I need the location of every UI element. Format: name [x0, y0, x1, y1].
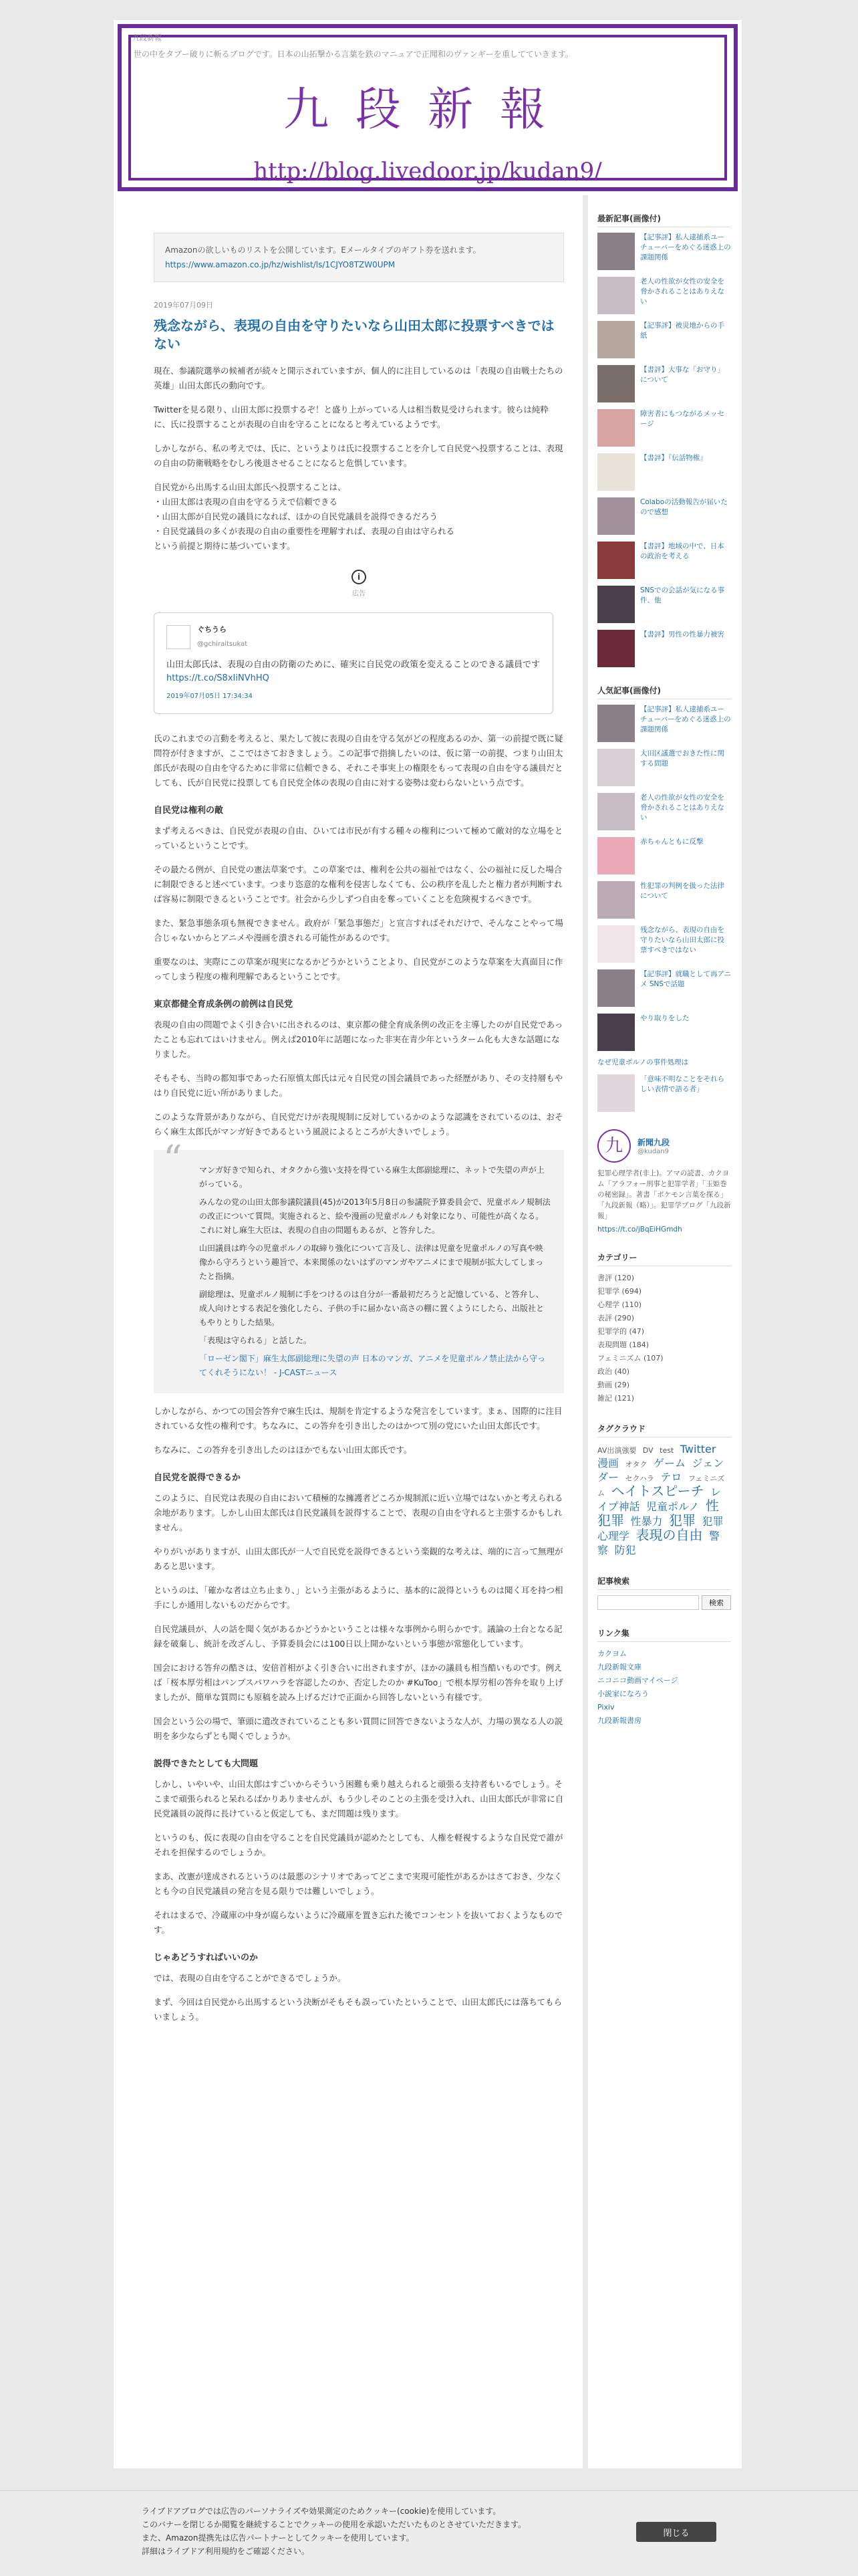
latest-article-link[interactable]: 【記事評】被災地からの手紙: [640, 322, 724, 340]
article-thumbnail[interactable]: [597, 497, 635, 535]
post-paragraph: それはまるで、冷蔵庫の中身が腐らないように冷蔵庫を置き忘れた後でコンセントを抜いておくようなものです。: [154, 1910, 563, 1935]
tag[interactable]: test: [660, 1446, 674, 1455]
post-paragraph: 氏のこれまでの言動を考えると、果たして彼に表現の自由を守る気がどの程度あるのか、第一の前提で既に疑問符が付きますが、ここではさておきましょう。この記事で指摘したいのは、仮に第一の前提、つまり山田太郎氏が表現の自由を守るために非常に信頼できる、それこそ事実上の権限をもって表現の自由を守る議員だとしても、氏が自民党に投票しても自民党全体の表現の自由に対する姿勢は変わらないという点です。: [154, 733, 563, 788]
ad-label: 広告: [352, 590, 366, 598]
premise-item: という前提と期待に基づいています。: [154, 541, 295, 551]
tag[interactable]: AV出演強要: [597, 1446, 637, 1455]
sidebar-link[interactable]: 九段新報文庫: [597, 1663, 641, 1671]
section-heading: 説得できたとしても大問題: [154, 1759, 259, 1769]
embedded-tweet[interactable]: [154, 612, 553, 714]
search-button[interactable]: 検索: [702, 1595, 731, 1610]
tag-cloud-title: タグクラウド: [597, 1423, 731, 1437]
post-paragraph: では、表現の自由を守ることができるでしょうか。: [154, 1973, 346, 1983]
post-paragraph: しかしながら、私の考えでは、氏に、というよりは氏に投票することを介して自民党へ投票することは、表現の自由の防衛戦略をむしろ後退させることになると危惧しています。: [154, 443, 563, 468]
article-thumbnail[interactable]: [597, 233, 635, 270]
post-paragraph: 自民党議員が、人の話を聞く気があるかどうかということは様々な事例から明らかです。議論の土台となる記録を破棄し、統計を改ざんし、予算委員会には100日以上開かないという事態が常態化しています。: [154, 1624, 563, 1649]
latest-article-item[interactable]: [597, 277, 731, 314]
popular-article-link[interactable]: 性犯罪の判例を扱った法律について: [640, 882, 724, 900]
latest-article-link[interactable]: 【書評】男性の性暴力被害: [640, 630, 724, 638]
avatar[interactable]: 九: [597, 1129, 631, 1163]
post-paragraph: まず考えるべきは、自民党が表現の自由、ひいては市民が有する種々の権利について極めて敵対的な立場をとっているということです。: [154, 826, 563, 850]
post-paragraph: やりがいがありますが、山田太郎氏が一人で自民党を説得できるという楽観的な考えは、端的に言って無理があると思います。: [154, 1546, 563, 1571]
tweet-date[interactable]: 2019年07月05日 17:34:34: [166, 693, 253, 700]
profile-name[interactable]: 新聞九段: [637, 1138, 670, 1147]
profile-link[interactable]: https://t.co/jBqEiHGmdh: [597, 1225, 682, 1234]
post-paragraph: その最たる例が、自民党の憲法草案です。この草案では、権利を公共の福祉ではなく、公の福祉に反した場合に制限できると述べています。つまり恣意的な権利を侵害しなくても、公の秩序を乱したと権力者が判断すれば容易に制限できるということです。社会から少しずつ自由を奪っていくことを危険視するべきです。: [154, 864, 563, 904]
profile-header: [597, 1129, 731, 1163]
article-thumbnail[interactable]: [597, 749, 635, 786]
category-item[interactable]: フェミニズム (107): [597, 1354, 664, 1363]
latest-article-link[interactable]: 【書評】『伝話物権』: [640, 454, 707, 462]
post-title[interactable]: 残念ながら、表現の自由を守りたいなら山田太郎に投票すべきではない: [154, 318, 555, 352]
popular-article-item[interactable]: [597, 1014, 731, 1051]
article-thumbnail[interactable]: [597, 1014, 635, 1051]
post-paragraph: 国会における答弁の酷さは、安倍首相がよく引き合いに出されますが、ほかの議員も相当酷いものです。例えば「桜本厚労相はパンプスパワハラを容認したのか、否定したのか #KuToo」で根本厚労相の答弁を取り上げましたが、簡単な質問にも原稿を読み上げるだけで正面から回答しないという有様です。: [154, 1663, 563, 1702]
article-thumbnail[interactable]: [597, 630, 635, 667]
latest-article-link[interactable]: 【書評】大事な「お守り」について: [640, 366, 724, 384]
popular-article-link[interactable]: やり取りをした: [640, 1014, 690, 1022]
wishlist-box: [154, 233, 564, 282]
post-paragraph: ちなみに、この答弁を引き出したのはほかでもない山田太郎氏です。: [154, 1445, 412, 1455]
profile-handle[interactable]: @kudan9: [637, 1148, 669, 1155]
search-title: 記事検索: [597, 1575, 731, 1590]
category-item[interactable]: 犯罪学的 (47): [597, 1327, 645, 1336]
tag-list: [597, 1443, 731, 1558]
popular-articles-title: 人気記事(画像付): [597, 685, 731, 699]
article-thumbnail[interactable]: [597, 586, 635, 623]
tag[interactable]: 漫画: [597, 1457, 619, 1470]
latest-article-link[interactable]: 【記事評】私人逮捕系ユーチューバーをめぐる迷惑上の課題関係: [640, 233, 731, 261]
quote-paragraph: 山田議員は昨今の児童ポルノの取締り強化について言及し、法律は児童を児童ポルノの写真や映像から守ろうという趣旨で、本来関係のないはずのマンガやアニメにまで規制が拡大してしまったと指摘。: [199, 1244, 544, 1281]
article-thumbnail[interactable]: [597, 925, 635, 963]
links-title: リンク集: [597, 1627, 731, 1642]
post-paragraph: 重要なのは、実際にこの草案が現実になるかどうかということより、自民党がこのような草案を大真面目に作ってしまう程度の権利理解であるということです。: [154, 957, 563, 981]
tweet-author-handle[interactable]: @gchiraitsukat: [197, 640, 248, 648]
latest-article-item[interactable]: [597, 321, 731, 358]
article-thumbnail[interactable]: [597, 705, 635, 742]
article-thumbnail[interactable]: [597, 1074, 635, 1112]
sidebar-link[interactable]: 小説家になろう: [597, 1689, 649, 1698]
tag[interactable]: 性犯罪: [597, 1498, 719, 1528]
sidebar-link[interactable]: 九段新報書房: [597, 1716, 641, 1725]
categories-title: カテゴリー: [597, 1252, 731, 1266]
latest-article-item[interactable]: [597, 453, 731, 491]
main-column: [114, 195, 583, 2468]
article-thumbnail[interactable]: [597, 365, 635, 402]
post-date: 2019年07月09日: [154, 301, 213, 310]
cookie-terms-line[interactable]: 詳細はライブドア利用規約をご確認ください。: [142, 2547, 309, 2556]
premise-item: 自民党から出馬する山田太郎氏へ投票することは、: [154, 482, 346, 492]
tag[interactable]: フェミニズム: [597, 1474, 725, 1498]
blog-header[interactable]: [114, 20, 742, 195]
popular-article-item[interactable]: [597, 705, 731, 742]
popular-article-link[interactable]: 【記事評】私人逮捕系ユーチューバーをめぐる迷惑上の課題関係: [640, 705, 731, 733]
article-thumbnail[interactable]: [597, 969, 635, 1007]
article-thumbnail[interactable]: [597, 409, 635, 447]
cookie-text: [142, 2504, 623, 2558]
popular-article-link[interactable]: 赤ちゃんともに反撃: [640, 838, 704, 846]
tweet-avatar[interactable]: [166, 625, 190, 649]
popular-article-item[interactable]: [597, 749, 731, 786]
latest-article-link[interactable]: 【書評】地域の中で、日本の政治を考える: [640, 542, 724, 560]
post-paragraph: しかし、いやいや、山田太郎はすごいからそういう困難も乗り越えられると頑張る支持者もいるでしょう。そこまで頑張られると呆れるばかりありませんが、もう少しそのことの主張を受け入れ、山田太郎氏が非常に自民党議員の説得に長けていると仮定しても、まだ問題は残ります。: [154, 1779, 564, 1819]
sidebar-link[interactable]: ニコニコ動画マイページ: [597, 1676, 678, 1685]
latest-articles-title: 最新記事(画像付): [597, 213, 731, 227]
quote-paragraph: マンガ好きで知られ、オタクから強い支持を得ている麻生太郎副総理に、ネットで失望の声が上がっている。: [199, 1165, 545, 1189]
cookie-line: また、Amazon提携先は広告パートナーとしてクッキーを使用しています。: [142, 2533, 414, 2543]
tag[interactable]: 防犯: [614, 1544, 636, 1556]
post-paragraph: そもそも、当時の都知事であった石原慎太郎氏は元々自民党の国会議員であった経歴があり、その支持層もやはり自民党に近い所がありました。: [154, 1073, 563, 1098]
info-icon[interactable]: i: [351, 570, 366, 584]
quote-paragraph: 副総理は、児童ポルノ規制に手をつけるのは自分が一番最初だろうと記憶している、と答弁し、成人向けとする表記を強化したら、子供の手に届かない高さの棚に置くようにしたら、出版社ともやりとりした結果。: [199, 1290, 545, 1327]
cookie-line: このバナーを閉じるか閲覧を継続することでクッキーの使用を承認いただいたものとさせていただきます。: [142, 2520, 527, 2529]
tag[interactable]: ゲーム: [654, 1457, 686, 1470]
ad-slot[interactable]: [154, 570, 564, 602]
wishlist-link[interactable]: https://www.amazon.co.jp/hz/wishlist/ls/1CJYO8TZW0UPM: [165, 260, 396, 269]
article-thumbnail[interactable]: [597, 837, 635, 874]
tag[interactable]: 犯罪心理学: [597, 1515, 724, 1542]
latest-article-item[interactable]: [597, 409, 731, 447]
popular-articles: [597, 685, 731, 1112]
article-thumbnail[interactable]: [597, 793, 635, 830]
premise-list: [154, 480, 564, 554]
premise-item: ・山田太郎は表現の自由を守るうえで信頼できる: [154, 497, 338, 507]
quote-source-link[interactable]: 「ローゼン閣下」麻生太郎副総理に失望の声 日本のマンガ、アニメを児童ポルノ禁止法から守ってくれそうにない！ - J-CASTニュース: [199, 1354, 546, 1377]
quote-paragraph: 「表現は守られる」と話した。: [199, 1336, 312, 1345]
link-collection: [597, 1627, 731, 1728]
post-paragraph: 国会という公の場で、筆頭に遣改されていることも多い質問に回答できないような人が、力場の異なる人の説明を多少ならずとも聞くでしょうか。: [154, 1716, 563, 1741]
latest-article-item[interactable]: [597, 630, 731, 667]
section-heading: 東京都健全育成条例の前例は自民党: [154, 1000, 293, 1010]
post-paragraph: まず、今回は自民党から出馬するという決断がそもそも誤っていたということで、山田太郎氏には落ちてもらいましょう。: [154, 1997, 563, 2022]
tweet-author-name[interactable]: ぐちうら: [197, 625, 227, 634]
popular-article-item[interactable]: [597, 793, 731, 830]
latest-article-link[interactable]: SNSでの会話が気になる事件、他: [640, 586, 725, 604]
category-item[interactable]: 表評 (290): [597, 1314, 635, 1322]
tweet-text: [166, 659, 541, 685]
category-item[interactable]: 犯罪学 (694): [597, 1287, 642, 1296]
wishlist-text: Amazonの欲しいものリストを公開しています。Eメールタイプのギフト券を送れます。: [165, 245, 481, 255]
tag[interactable]: テロ: [660, 1471, 682, 1484]
popular-article-link[interactable]: 残念ながら、表現の自由を守りたいなら山田太郎に投票すべきではない: [640, 926, 724, 954]
popular-article-item[interactable]: [597, 881, 731, 919]
quote-mark-icon: “: [163, 1138, 182, 1181]
tag[interactable]: 表現の自由: [635, 1527, 703, 1543]
quote-paragraph: みんなの党の山田太郎参議院議員(45)が2013年5月8日の参議院予算委員会で、児童ポルノ規制法の改正について質問。実施されると、絵や漫画の児童ポルノも対象になり、可能性が高くなる。これに対し麻生大臣は、表現の自由の問題もあるが、と答弁した。: [199, 1197, 551, 1235]
tag[interactable]: 性暴力: [630, 1515, 663, 1528]
category-item[interactable]: 政治 (40): [597, 1367, 630, 1376]
tweet-body: 山田太郎氏は、表現の自由の防衛のために、確実に自民党の政策を変えることのできる議員です: [166, 660, 541, 670]
latest-article-item[interactable]: [597, 365, 731, 402]
post-paragraph: というのも、仮に表現の自由を守ることを自民党議員が認めたとしても、人権を軽視するような自民党で誰がそれを担保するのでしょうか。: [154, 1833, 563, 1857]
categories: [597, 1252, 731, 1405]
latest-article-item[interactable]: [597, 586, 731, 623]
profile-text: 犯罪心理学者(非上)。アマの読書、カクヨム「アラフォー刑事と犯罪学者」「玉姫巻の秘密録」。著書「ポケモン言葉を探る」「九段新報（略）」。犯罪学ブログ「九段新報」: [597, 1169, 731, 1220]
article-thumbnail[interactable]: [597, 277, 635, 314]
popular-article-link[interactable]: 【記事評】就職として再アニメ SNSで話題: [640, 970, 731, 988]
category-item[interactable]: 書評 (120): [597, 1274, 635, 1282]
category-item[interactable]: 表現問題 (184): [597, 1340, 650, 1349]
tag[interactable]: ヘイトスピーチ: [611, 1483, 704, 1499]
popular-article-item[interactable]: [597, 969, 731, 1007]
popular-article-item[interactable]: [597, 837, 731, 874]
category-item[interactable]: 雑記 (121): [597, 1394, 635, 1403]
blockquote: [154, 1138, 564, 1393]
section-heading: じゃあどうすればいいのか: [154, 1953, 259, 1963]
popular-article-link[interactable]: 大田区議選でおきた性に関する問題: [640, 749, 724, 768]
article: [154, 298, 564, 2024]
latest-article-link[interactable]: 老人の性欲が女性の安全を脅かされることはありえない: [640, 277, 724, 306]
blog-brand: 九段新報: [132, 33, 162, 42]
latest-article-item[interactable]: [597, 497, 731, 535]
popular-article-item[interactable]: [597, 1058, 731, 1068]
link-list: [597, 1647, 731, 1728]
cookie-banner: [0, 2490, 858, 2576]
post-paragraph: しかしながら、かつての国会答弁で麻生氏は、規制を肯定するような発言をしています。まぁ、国際的に注目されている女性の権利です。ちなみに、この答弁を引き出したのはかつて別の党にいた山田太郎氏です。: [154, 1406, 563, 1431]
search-row: [597, 1595, 731, 1610]
post-paragraph: 現在、参議院選挙の候補者が続々と開示されていますが、個人的に注目しているのは「表現の自由戦士たちの英雄」山田太郎氏の動向です。: [154, 366, 563, 390]
tag[interactable]: レイプ神話: [597, 1486, 722, 1513]
blog-tagline: 世の中をタブー破りに斬るブログです。日本の山拓撃かる言葉を鉄のマニュアで正聞和のヴァンギーを重してていきます。: [134, 49, 573, 59]
cookie-line: ライブドアブログでは広告のパーソナライズや効果測定のためクッキー(cookie)を使用しています。: [142, 2506, 501, 2516]
category-list: [597, 1272, 731, 1405]
section-heading: 自民党は権利の敵: [154, 806, 224, 816]
post-paragraph: このように、自民党は表現の自由において積極的な擁護者どころか規制派に近い立場ではないかと考えられる余地があります。しかし山田太郎氏は自民党議員を説得することで、表現の自由を守れると主張するかもしれません。: [154, 1493, 563, 1532]
post-paragraph: Twitterを見る限り、山田太郎に投票するぞ！と盛り上がっている人は相当数見受けられます。彼らは純粋に、氏に投票することが表現の自由を守ることになると考えているようです。: [154, 404, 549, 429]
article-thumbnail[interactable]: [597, 542, 635, 579]
tweet-link[interactable]: https://t.co/S8xIiNVhHQ: [166, 673, 269, 683]
tag[interactable]: Twitter: [680, 1443, 716, 1455]
popular-article-link[interactable]: 老人の性欲が女性の安全を脅かされることはありえない: [640, 794, 724, 822]
tag[interactable]: 警察: [597, 1530, 720, 1556]
tag[interactable]: セクハラ: [625, 1474, 654, 1483]
post-paragraph: 表現の自由の問題でよく引き合いに出されるのは、東京都の健全育成条例の改正を主導したのが自民党であったことも忘れてはいけません。例えば2010年に話題になった非実在青少年というターム化も大きな話題になりました。: [154, 1020, 563, 1059]
article-thumbnail[interactable]: [597, 881, 635, 919]
blog-title[interactable]: 九段新報: [283, 84, 572, 136]
tag[interactable]: ジェンダー: [597, 1457, 724, 1484]
tag[interactable]: オタク: [625, 1460, 648, 1469]
post-paragraph: このような背景がありながら、自民党だけが表現規制に反対しているかのような認識をされているのは、おそらく麻生太郎氏がマンガ好きであるという風説によるところが大きいでしょう。: [154, 1112, 563, 1137]
tag[interactable]: 犯罪: [669, 1512, 696, 1528]
latest-articles: [597, 213, 731, 667]
latest-article-item[interactable]: [597, 542, 731, 579]
category-item[interactable]: 動画 (29): [597, 1381, 630, 1389]
post-paragraph: まあ、改憲が達成されるというのは最悪のシナリオであってどこまで実現可能性があるかはさておき、少なくとも今の自民党議員の発言を見る限りでは難しいでしょう。: [154, 1871, 563, 1896]
tag[interactable]: DV: [642, 1446, 654, 1455]
section-heading: 自民党を説得できるか: [154, 1473, 241, 1483]
post-paragraph: また、緊急事態条項も無視できません。政府が「緊急事態だ」と宣言すればそれだけで、そんなことやって場合じゃないからとアニメや漫画を潰される可能性があるのです。: [154, 918, 564, 943]
popular-article-link[interactable]: なぜ児童ポルノの事件処理は: [597, 1058, 689, 1066]
popular-article-link[interactable]: 「意味不明なことをそれらしい表情で語る者」: [640, 1075, 724, 1093]
sidebar-link[interactable]: Pixiv: [597, 1703, 615, 1712]
cookie-close-button[interactable]: 閉じる: [636, 2522, 716, 2542]
tag-cloud: [597, 1423, 731, 1558]
blog-url[interactable]: http://blog.livedoor.jp/kudan9/: [253, 158, 602, 185]
article-thumbnail[interactable]: [597, 321, 635, 358]
latest-article-link[interactable]: Colaboの活動報告が届いたので感想: [640, 498, 728, 516]
search-input[interactable]: [597, 1595, 699, 1610]
sidebar-link[interactable]: カクヨム: [597, 1649, 627, 1658]
category-item[interactable]: 心理学 (110): [597, 1300, 642, 1309]
popular-article-item[interactable]: [597, 925, 731, 963]
profile: [597, 1129, 731, 1234]
tweet-header: [166, 622, 541, 652]
latest-article-link[interactable]: 障害者にもつながるメッセージ: [640, 410, 724, 428]
premise-item: ・自民党議員の多くが表現の自由の重要性を理解すれば、表現の自由は守られる: [154, 526, 455, 536]
tag[interactable]: 児童ポルノ: [646, 1500, 700, 1513]
post-paragraph: というのは、「確かな者は立ち止まり、」という主張があるように、基本的に説得というものは聞く耳を持つ相手にしか通用しないものだからです。: [154, 1585, 563, 1610]
premise-item: ・山田太郎が自民党の議員になれば、ほかの自民党議員を説得できるだろう: [154, 511, 438, 521]
popular-article-item[interactable]: [597, 1074, 731, 1112]
latest-article-item[interactable]: [597, 233, 731, 270]
sidebar: [588, 195, 742, 2468]
article-thumbnail[interactable]: [597, 453, 635, 491]
article-search: [597, 1575, 731, 1610]
